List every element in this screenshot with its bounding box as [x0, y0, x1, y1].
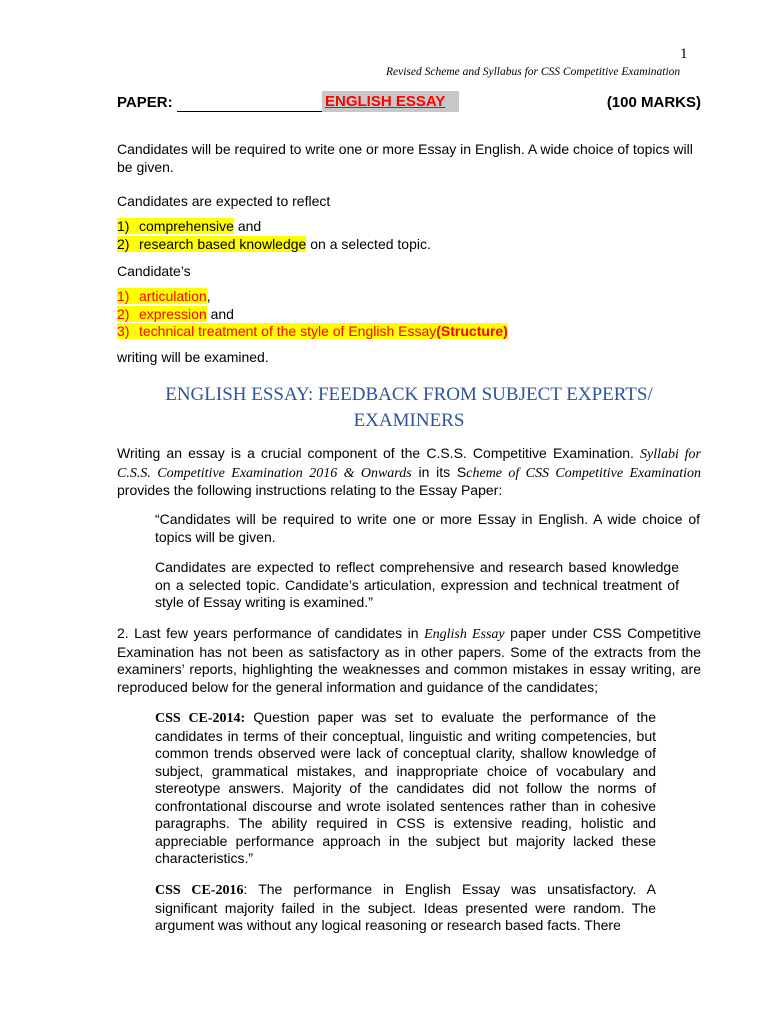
intro-paragraph-3: Candidate’s [117, 263, 191, 279]
paper-underline [177, 111, 337, 112]
paper-line [117, 94, 701, 116]
list-item: 2) research based knowledge on a selected topic. [117, 235, 431, 252]
section-heading-line-1: ENGLISH ESSAY: FEEDBACK FROM SUBJECT EXPERTS/ [165, 384, 653, 405]
running-title: Revised Scheme and Syllabus for CSS Competitive Examination [386, 66, 681, 78]
section-intro: Writing an essay is a crucial component of the C.S.S. Competitive Examination. Syllabi for C.S.S. Competitive Examination 2016 & Onwards in its Scheme of CSS Competitive Examination provides the following instructions relating to the Essay Paper: [117, 445, 701, 498]
intro-paragraph-4: writing will be examined. [117, 349, 269, 365]
quote-paragraph-2: Candidates are expected to reflect comprehensive and research based knowledge on a selected topic. Candidate’s articulation, expression and technical treatment of style of Essay writing is examined.” [155, 559, 679, 610]
paper-label: PAPER: [117, 94, 173, 111]
intro-paragraph-2: Candidates are expected to reflect [117, 193, 331, 209]
quote-paragraph-1: “Candidates will be required to write one or more Essay in English. A wide choice of topics will be given. [155, 511, 700, 545]
reflect-list [117, 218, 431, 253]
section-heading-line-2: EXAMINERS [353, 410, 465, 431]
css-ce-2014-extract: CSS CE-2014: Question paper was set to evaluate the performance of the candidates in terms of their conceptual, linguistic and writing competencies, but common trends observed were lack of conceptual clarity, shallow knowledge of subject, grammatical mistakes, and inappropriate choice of vocabulary and stereotype answers. Majority of the candidates did not follow the norms of confrontational discourse and wrote isolated sentences rather than in cohesive paragraphs. The ability required in CSS is extensive reading, holistic and appreciable performance approach in the subject but majority lacked these characteristics.” [155, 709, 656, 866]
section-heading [117, 382, 701, 434]
paper-subject: ENGLISH ESSAY [322, 91, 459, 112]
list-item: 2) expression and [117, 305, 234, 322]
paragraph-2: 2. Last few years performance of candidates in English Essay paper under CSS Competitive Examination has not been as satisfactory as in other papers. Some of the extracts from the examiners’ reports, highlighting the weaknesses and common mistakes in essay writing, are reproduced below for the general information and guidance of the candidates; [117, 625, 701, 695]
candidate-list [117, 288, 508, 341]
css-ce-2016-extract: CSS CE-2016: The performance in English Essay was unsatisfactory. A significant majority failed in the subject. Ideas presented were random. The argument was without any logical reasoning or research based facts. There [155, 881, 657, 933]
intro-paragraph-1: Candidates will be required to write one or more Essay in English. A wide choice of topics will be given. [117, 141, 693, 175]
list-item: 3) technical treatment of the style of English Essay(Structure) [117, 323, 508, 339]
page-number: 1 [680, 46, 688, 62]
list-item: 1) articulation, [117, 288, 211, 304]
list-item: 1) comprehensive and [117, 218, 262, 234]
paper-marks: (100 MARKS) [606, 94, 701, 111]
